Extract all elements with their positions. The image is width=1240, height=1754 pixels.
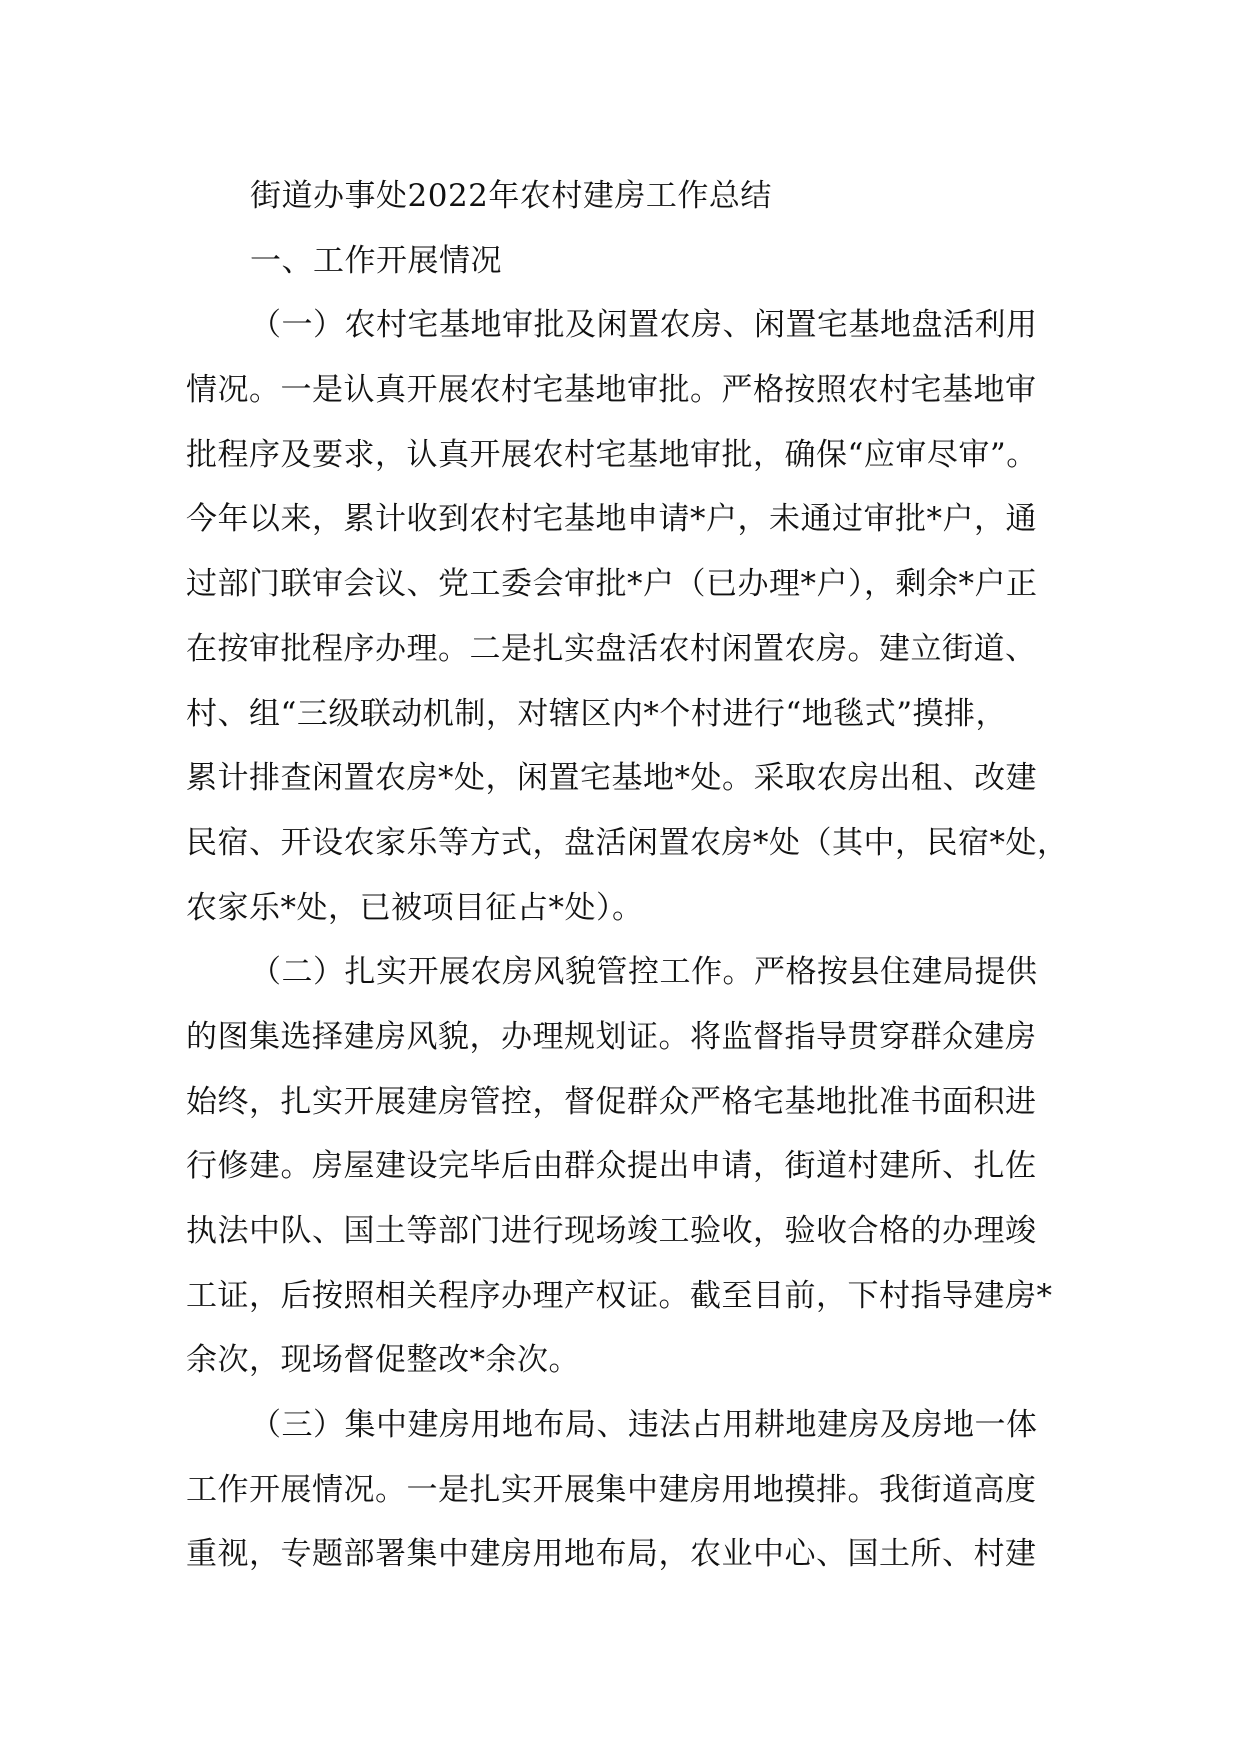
paragraph-1-line-7: 村、组“三级联动机制，对辖区内*个村进行“地毯式”摸排， <box>186 695 1008 732</box>
paragraph-2-line-5: 执法中队、国土等部门进行现场竣工验收，验收合格的办理竣 <box>186 1213 1037 1249</box>
paragraph-2-line-7: 余次，现场督促整改*余次。 <box>186 1342 580 1379</box>
paragraph-1-line-8: 累计排查闲置农房*处，闲置宅基地*处。采取农房出租、改建 <box>186 760 1037 797</box>
document-body <box>186 164 1068 1587</box>
paragraph-3-line-3: 重视，专题部署集中建房用地布局，农业中心、国土所、村建 <box>186 1536 1037 1573</box>
paragraph-1-line-4: 今年以来，累计收到农村宅基地申请*户，未通过审批*户，通 <box>186 501 1037 538</box>
paragraph-2-line-2: 的图集选择建房风貌，办理规划证。将监督指导贯穿群众建房 <box>186 1018 1037 1055</box>
paragraph-1-line-9: 民宿、开设农家乐等方式，盘活闲置农房*处（其中，民宿*处， <box>186 824 1069 861</box>
paragraph-1-line-5: 过部门联审会议、党工委会审批*户（已办理*户），剩余*户正 <box>186 566 1038 603</box>
paragraph-3-line-2: 工作开展情况。一是扎实开展集中建房用地摸排。我街道高度 <box>186 1471 1037 1508</box>
paragraph-3-line-1: （三）集中建房用地布局、违法占用耕地建房及房地一体 <box>250 1407 1038 1444</box>
paragraph-2-line-1: （二）扎实开展农房风貌管控工作。严格按县住建局提供 <box>250 954 1038 991</box>
paragraph-1-line-6: 在按审批程序办理。二是扎实盘活农村闲置农房。建立街道、 <box>186 630 1037 667</box>
paragraph-2-line-6: 工证，后按照相关程序办理产权证。截至目前，下村指导建房* <box>186 1277 1053 1314</box>
paragraph-1-line-10: 农家乐*处，已被项目征占*处）。 <box>186 889 644 926</box>
document-title: 街道办事处2022年农村建房工作总结 <box>250 178 772 214</box>
paragraph-2-line-4: 行修建。房屋建设完毕后由群众提出申请，街道村建所、扎佐 <box>186 1148 1037 1185</box>
paragraph-1-line-3: 批程序及要求，认真开展农村宅基地审批，确保“应审尽审”。 <box>186 436 1038 473</box>
section-heading: 一、工作开展情况 <box>250 242 502 279</box>
paragraph-1-line-2: 情况。一是认真开展农村宅基地审批。严格按照农村宅基地审 <box>186 372 1037 409</box>
paragraph-2-line-3: 始终，扎实开展建房管控，督促群众严格宅基地批准书面积进 <box>186 1083 1037 1120</box>
paragraph-1-line-1: （一）农村宅基地审批及闲置农房、闲置宅基地盘活利用 <box>250 307 1038 344</box>
